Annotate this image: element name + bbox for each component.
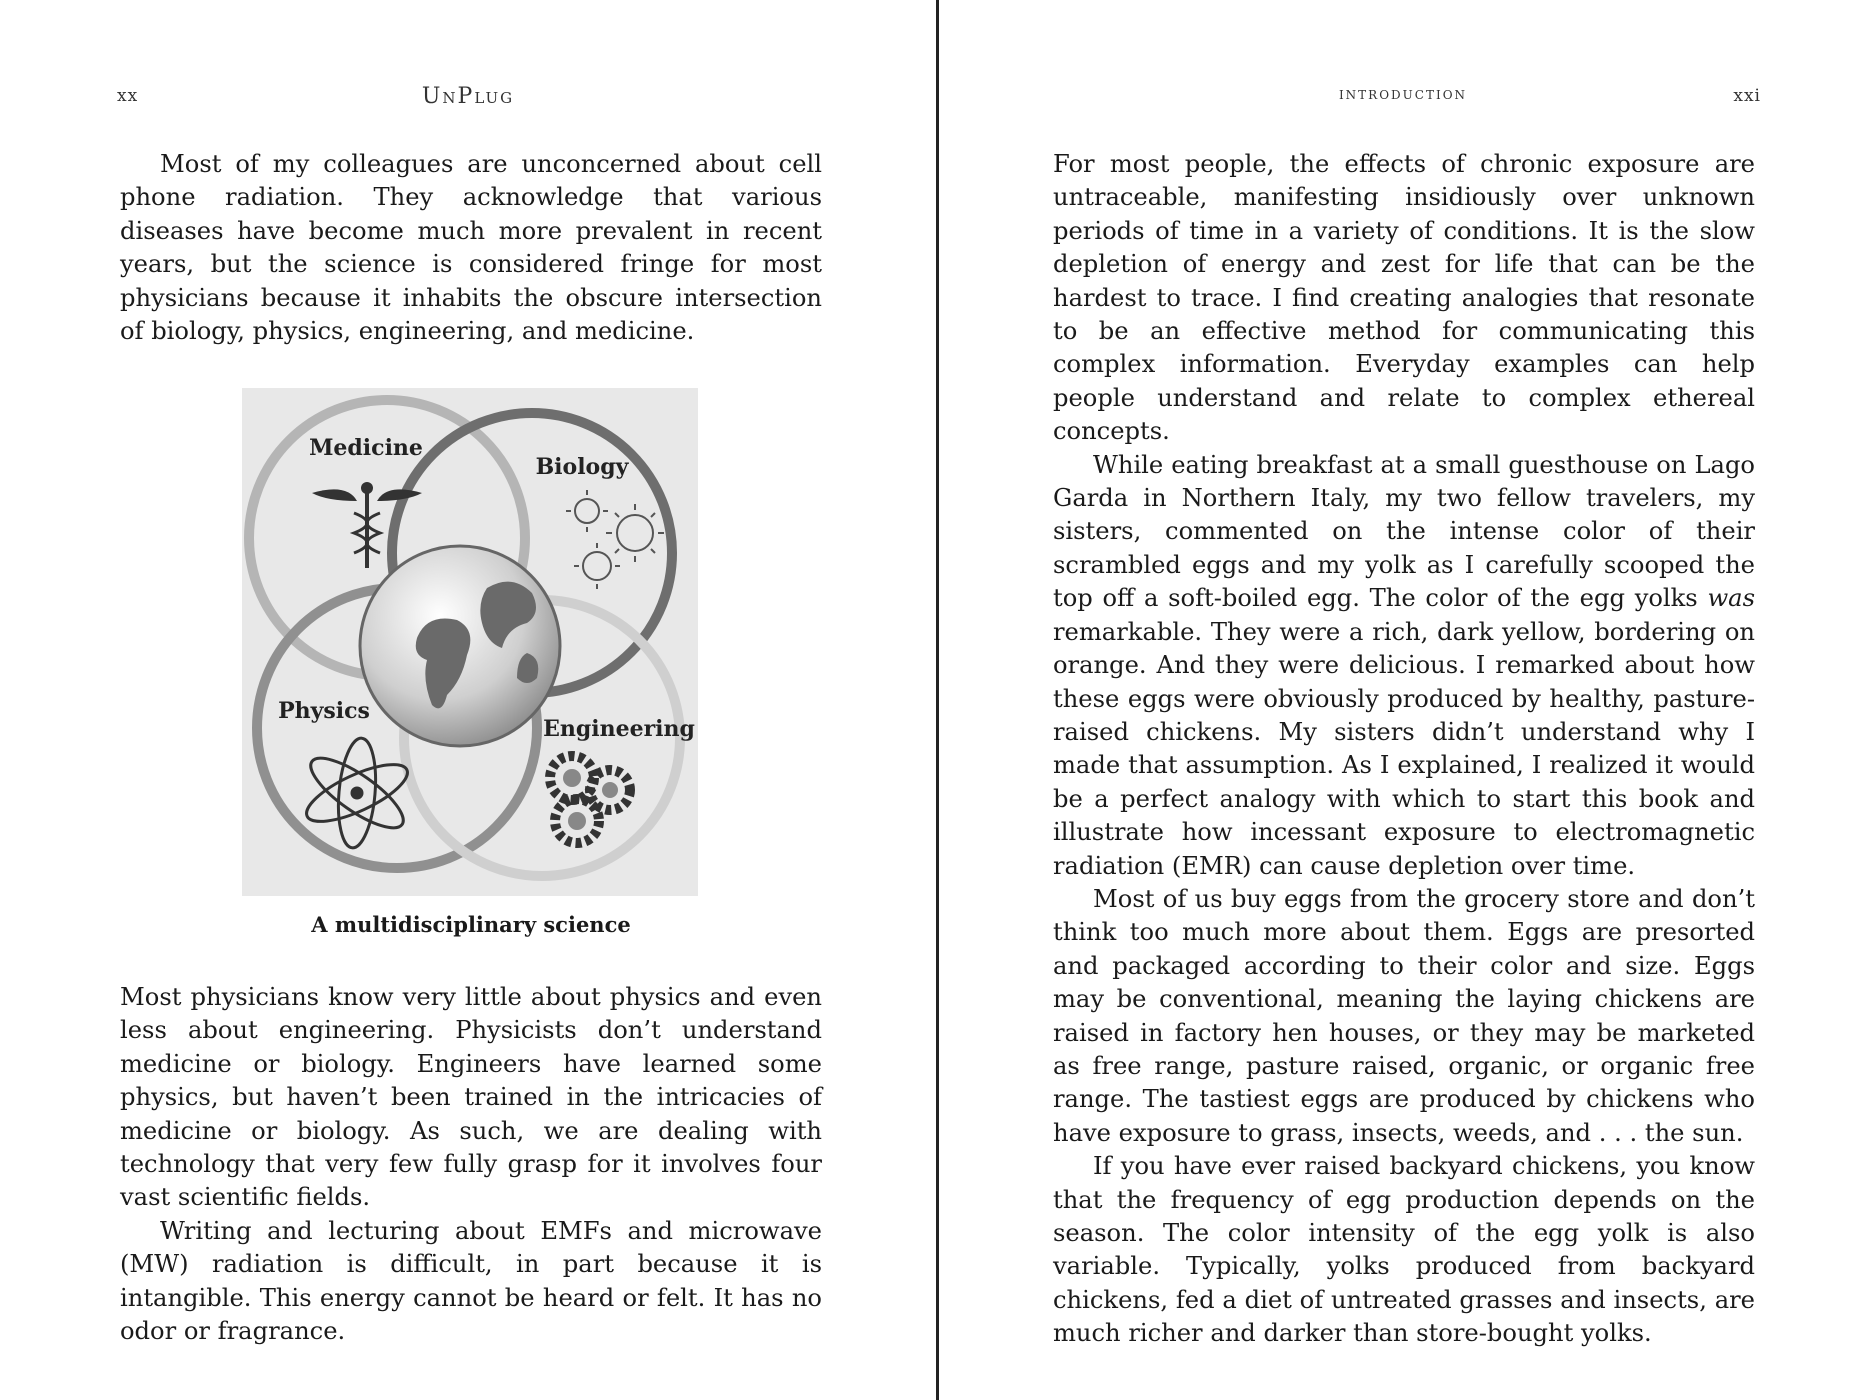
running-head-chapter: introduction <box>1338 84 1468 104</box>
gears-icon <box>550 756 630 843</box>
globe-icon <box>360 546 560 746</box>
label-physics: Physics <box>278 698 370 724</box>
paragraph: For most people, the effects of chronic exposure are untraceable, manifesting insidiously over unknown periods of time in a variety of conditions. It is the slow depletion of energy and zest for life that can be the hardest to trace. I find creating analogies that resonate to be an effective method for communicating this complex information. Everyday examples can help people understand and relate to complex ethereal concepts. <box>1053 150 1755 446</box>
venn-diagram-figure <box>242 388 698 896</box>
paragraph: Most of us buy eggs from the grocery store and don’t think too much more about them. Eggs are presorted and packaged according to their color and size. Eggs may be conventional, meaning the laying chickens are raised in factory hen houses, or they may be marketed as free range, pasture raised, organic, or organic free range. The tastiest eggs are produced by chickens who have exposure to grass, insects, weeds, and . . . the sun. <box>1053 884 1755 1147</box>
figure-caption: A multidisciplinary science <box>311 912 631 937</box>
right-text-block <box>1053 148 1755 1351</box>
caduceus-icon <box>312 482 422 568</box>
paragraph: Writing and lecturing about EMFs and microwave (MW) radiation is difficult, in part because it is intangible. This energy cannot be heard or felt. It has no odor or fragrance. <box>120 1216 822 1346</box>
virus-icon <box>566 490 664 589</box>
left-text-block-top <box>120 148 822 348</box>
page-number-right: xxi <box>1733 86 1761 106</box>
text-run: remarkable. They were a rich, dark yellow, bordering on orange. And they were delicious. I remarked about how these eggs were obviously produced by healthy, pasture-raised chickens. My sisters didn’t understand why I made that assumption. As I explained, I realized it would be a perfect analogy with which to start this book and illustrate how incessant exposure to electromagnetic radiation (EMR) can cause depletion over time. <box>1053 617 1755 880</box>
paragraph: If you have ever raised backyard chickens, you know that the frequency of egg production depends on the season. The color intensity of the egg yolk is also variable. Typically, yolks produced from backyard chickens, fed a diet of untreated grasses and insects, are much richer and darker than store-bought yolks. <box>1053 1152 1755 1348</box>
emphasis-text: was <box>1707 584 1755 613</box>
text-run: While eating breakfast at a small guesthouse on Lago Garda in Northern Italy, my two fellow travelers, my sisters, commented on the intense color of their scrambled eggs and my yolk as I carefully scooped the top off a soft-boiled egg. The color of the egg yolks <box>1053 450 1755 613</box>
label-medicine: Medicine <box>309 435 423 461</box>
label-engineering: Engineering <box>543 716 695 742</box>
label-biology: Biology <box>535 454 629 480</box>
book-spine <box>936 0 939 1400</box>
paragraph: Most physicians know very little about physics and even less about engineering. Physicists don’t understand medicine or biology. Engineers have learned some physics, but haven’t been trained in the intricacies of medicine or biology. As such, we are dealing with technology that very few fully grasp for it involves four vast scientific fields. <box>120 983 822 1212</box>
atom-icon <box>300 737 415 850</box>
paragraph <box>1053 449 1755 883</box>
page-number-left: xx <box>117 86 139 106</box>
venn-diagram <box>242 388 698 896</box>
left-text-block-bottom <box>120 981 822 1348</box>
paragraph: Most of my colleagues are unconcerned about cell phone radiation. They acknowledge that various diseases have become much more prevalent in recent years, but the science is considered fringe for most physicians because it inhabits the obscure intersection of biology, physics, engineering, and medicine. <box>120 150 822 346</box>
running-head-book-title: UnPlug <box>421 84 515 109</box>
right-page <box>940 0 1866 1400</box>
